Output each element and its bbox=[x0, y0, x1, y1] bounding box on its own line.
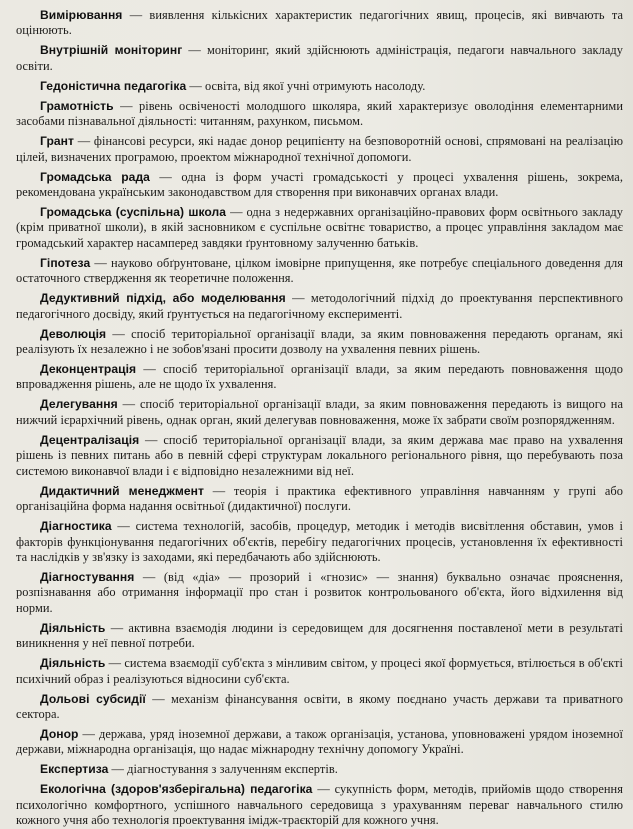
glossary-term: Деконцентрація bbox=[40, 362, 137, 377]
glossary-term: Дидактичний менеджмент bbox=[40, 483, 204, 498]
glossary-definition: — механізм фінансування освіти, в якому поєднано участь держави та приватного сектора. bbox=[16, 691, 624, 721]
glossary-definition: — активна взаємодія людини із середовищем для досягнення поставленої мети в результаті виникнення у неї певної потреби. bbox=[16, 620, 623, 651]
glossary-definition: — теорія і практика ефективного управління навчанням у групі або організаційна форма надання освітньої (дидактичної) послуги. bbox=[16, 483, 623, 514]
glossary-term: Делегування bbox=[40, 397, 118, 412]
glossary-entry bbox=[16, 8, 623, 39]
glossary-definition: — система взаємодії суб'єкта з мінливим світом, у процесі якої формується, втілюється в об'єкті психічний образ і реалізуються відносини суб'єкта. bbox=[16, 656, 623, 686]
glossary-entry bbox=[16, 397, 623, 428]
glossary-definition: — спосіб територіальної організації влади, за яким передають повноваження щодо впровадження рішень, але не щодо їх ухвалення. bbox=[16, 362, 623, 392]
glossary-entry bbox=[16, 99, 623, 130]
glossary-term: Громадська рада bbox=[40, 169, 150, 184]
glossary-entry bbox=[16, 484, 623, 515]
glossary-term: Діяльність bbox=[40, 656, 106, 671]
glossary-entry bbox=[16, 692, 623, 723]
glossary-definition: — спосіб територіальної організації влади, за яким повноваження передають органам, які реалізують їх незалежно і не зобов'язані просити дозволу на ухвалення певних рішень. bbox=[16, 326, 623, 357]
glossary-definition: — рівень освіченості молодшого школяра, який характеризує оволодіння елементарними засобами пізнавальної діяльності: читанням, рахунком, письмом. bbox=[16, 98, 623, 129]
glossary-entry bbox=[16, 519, 623, 565]
glossary-definition: — науково обґрунтоване, цілком імовірне припущення, яке потребує спеціального доведення для остаточного ствердження як теоретичне положення. bbox=[16, 255, 623, 286]
glossary-term: Децентралізація bbox=[40, 432, 140, 447]
glossary-entry bbox=[16, 433, 623, 479]
glossary-term: Екологічна (здоров'язберігальна) педагогіка bbox=[40, 782, 313, 797]
glossary-term: Грамотність bbox=[40, 98, 114, 113]
glossary-entry bbox=[16, 205, 623, 251]
glossary-entry bbox=[16, 782, 623, 828]
glossary-definition: — спосіб територіальної організації влади, за яким держава має право на ухвалення рішень із певних питань або в певній сфері структурам локального регіонального рівня, що перебувають поза системою виконавчої влади і є відповідно незалежними від неї. bbox=[16, 432, 623, 478]
glossary-definition: — виявлення кількісних характеристик педагогічних явищ, процесів, які вивчають та оцінюють. bbox=[16, 8, 623, 38]
glossary-term: Вимірювання bbox=[40, 8, 123, 22]
glossary-entry bbox=[16, 362, 623, 393]
glossary-definition: — фінансові ресурси, які надає донор реципієнту на безповоротній основі, спрямовані на реалізацію цілей, визначених програмою, проектом міжнародної технічної допомоги. bbox=[16, 134, 623, 164]
glossary-definition: — одна з недержавних організаційно-правових форм освітнього закладу (крім приватної школи), в якій засновником є суспільне освітнє товариство, а процес управління закладом має громадський характер насамперед завдяки ґрунтовному залученню батьків. bbox=[16, 205, 623, 250]
glossary-term: Гіпотеза bbox=[40, 255, 91, 270]
glossary-entry bbox=[16, 327, 623, 358]
glossary-entry bbox=[16, 43, 623, 74]
glossary-term: Гедоністична педагогіка bbox=[40, 78, 187, 93]
glossary-definition: — діагностування з залученням експертів. bbox=[108, 762, 338, 777]
glossary-entry bbox=[16, 256, 623, 287]
glossary-entry bbox=[16, 656, 623, 687]
glossary-term: Діагностика bbox=[40, 519, 112, 534]
glossary-term: Дольові субсидії bbox=[40, 691, 146, 706]
glossary-entry bbox=[16, 727, 623, 758]
glossary-term: Деволюція bbox=[40, 326, 107, 341]
glossary-term: Внутрішній моніторинг bbox=[40, 43, 183, 58]
glossary-definition: — моніторинг, який здійснюють адміністрація, педагоги навчального закладу освіти. bbox=[16, 43, 624, 73]
glossary-entry bbox=[16, 79, 623, 94]
glossary-term: Грант bbox=[40, 134, 74, 149]
glossary-definition: — спосіб територіальної організації влади, за яким повноваження передають із вищого на нижчий ієрархічний рівень, однак орган, який делегував повноваження, може їх забрати своїм розпорядженням. bbox=[16, 397, 623, 427]
glossary-term: Дедуктивний підхід, або моделювання bbox=[40, 291, 286, 306]
glossary-term: Діяльність bbox=[40, 620, 106, 635]
glossary-definition: — методологічний підхід до проектування перспективного педагогічного досвіду, який ґрунтується на педагогічному експерименті. bbox=[16, 291, 624, 321]
glossary-list bbox=[16, 8, 623, 829]
glossary-definition: — сукупність форм, методів, прийомів щодо створення психологічно комфортного, успішного навчального середовища з урахуванням переваг навчального стилю кожного учня або технологія проектування імідж-траєкторій для кожного учня. bbox=[16, 782, 623, 828]
glossary-definition: — держава, уряд іноземної держави, а також організація, установа, уповноважені урядом іноземної держави, міжнародна організація, що надає міжнародну технічну допомогу Україні. bbox=[16, 726, 623, 757]
glossary-entry bbox=[16, 762, 623, 777]
glossary-definition: — одна із форм участі громадськості у процесі ухвалення рішень, зокрема, рекомендована українським законодавством для створення при виконавчих органах влади. bbox=[16, 169, 623, 200]
glossary-definition: — (від «діа» — прозорий і «гнозис» — знання) буквально означає прояснення, розпізнавання або отримання інформації про стан і розвиток контрольованого об'єкта, його відхилення від норми. bbox=[16, 569, 623, 615]
glossary-term: Громадська (суспільна) школа bbox=[40, 205, 227, 220]
glossary-definition: — освіта, від якої учні отримують насолоду. bbox=[186, 78, 426, 93]
glossary-term: Діагностування bbox=[40, 569, 135, 584]
glossary-entry bbox=[16, 570, 623, 616]
glossary-entry bbox=[16, 291, 623, 322]
glossary-term: Експертиза bbox=[40, 762, 109, 777]
glossary-entry bbox=[16, 170, 623, 201]
glossary-entry bbox=[16, 134, 623, 165]
glossary-definition: — система технологій, засобів, процедур, методик і методів висвітлення обставин, умов і факторів функціонування педагогічних об'єктів, перебігу педагогічних процесів, установлення їх ефективності та наслідків у зв'язку із заходами, які передбачають або здійснюють. bbox=[16, 519, 623, 564]
glossary-entry bbox=[16, 621, 623, 652]
glossary-term: Донор bbox=[40, 726, 79, 741]
